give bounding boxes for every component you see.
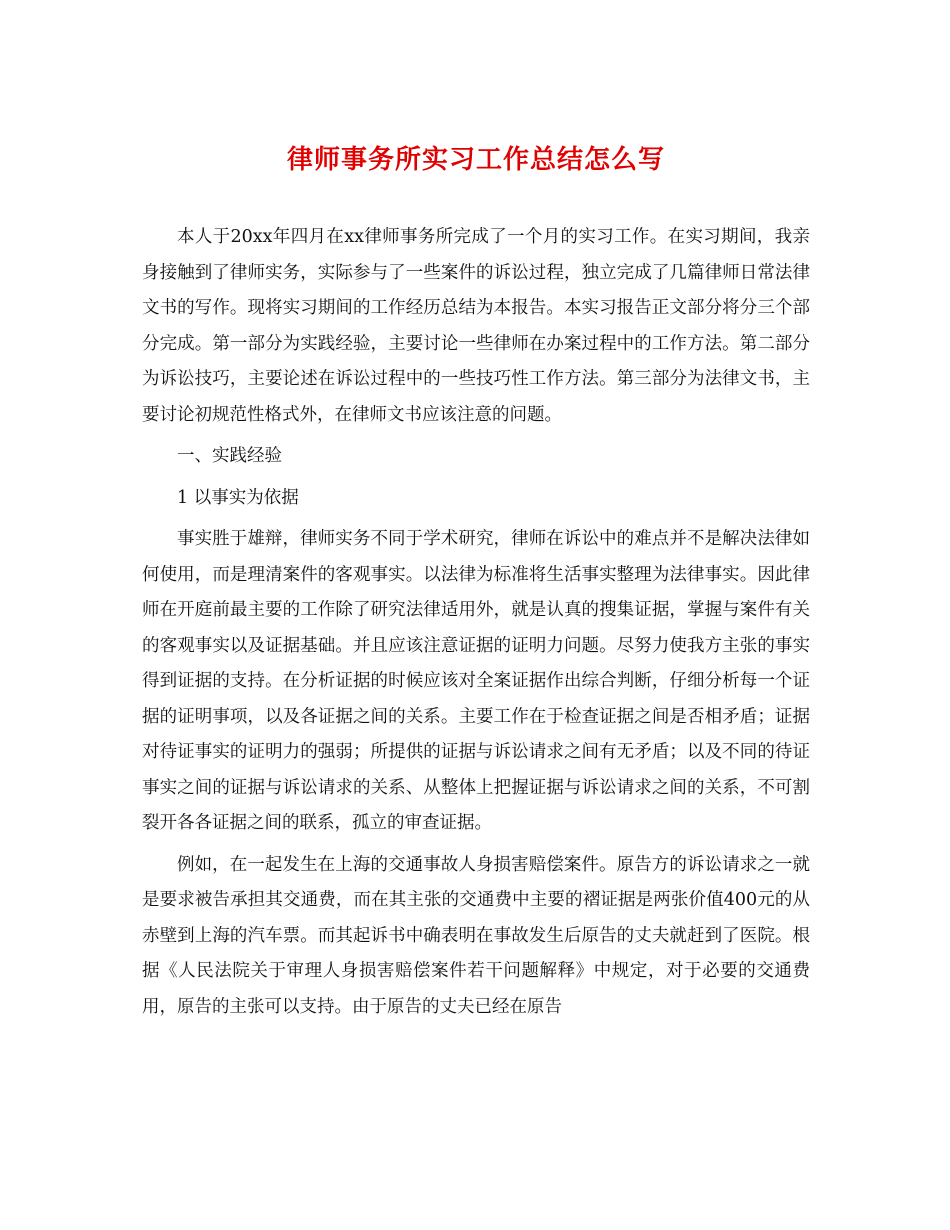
document-title: 律师事务所实习工作总结怎么写	[286, 145, 665, 175]
subsection-heading-facts: 1 以事实为依据	[177, 487, 299, 508]
body-paragraph-example: 例如，在一起发生在上海的交通事故人身损害赔偿案件。原告方的诉讼请求之一就是要求被告承担其交通费，而在其主张的交通费中主要的褶证据是两张价值400元的从赤壁到上海的汽车票。而其起诉书中确表明在事故发生后原告的丈夫就赶到了医院。根据《人民法院关于审理人身损害赔偿案件若干问题解释》中规定，对于必要的交通费用，原告的主张可以支持。由于原告的丈夫已经在原告	[142, 854, 810, 1017]
intro-paragraph: 本人于20xx年四月在xx律师事务所完成了一个月的实习工作。在实习期间，我亲身接触到了律师实务，实际参与了一些案件的诉讼过程，独立完成了几篇律师日常法律文书的写作。现将实习期间的工作经历总结为本报告。本实习报告正文部分将分三个部分完成。第一部分为实践经验，主要讨论一些律师在办案过程中的工作方法。第二部分为诉讼技巧，主要论述在诉讼过程中的一些技巧性工作方法。第三部分为法律文书，主要讨论初规范性格式外，在律师文书应该注意的问题。	[142, 227, 810, 425]
section-heading-practice: 一、实践经验	[177, 446, 282, 466]
body-paragraph-evidence: 事实胜于雄辩，律师实务不同于学术研究，律师在诉讼中的难点并不是解决法律如何使用，而是理清案件的客观事实。以法律为标准将生活事实整理为法律事实。因此律师在开庭前最主要的工作除了研究法律适用外，就是认真的搜集证据，掌握与案件有关的客观事实以及证据基础。并且应该注意证据的证明力问题。尽努力使我方主张的事实得到证据的支持。在分析证据的时候应该对全案证据作出综合判断，仔细分析每一个证据的证明事项，以及各证据之间的关系。主要工作在于检查证据之间是否相矛盾；证据对待证事实的证明力的强弱；所提供的证据与诉讼请求之间有无矛盾；以及不同的待证事实之间的证据与诉讼请求的关系、从整体上把握证据与诉讼请求之间的关系，不可割裂开各各证据之间的联系，孤立的审查证据。	[142, 529, 810, 833]
